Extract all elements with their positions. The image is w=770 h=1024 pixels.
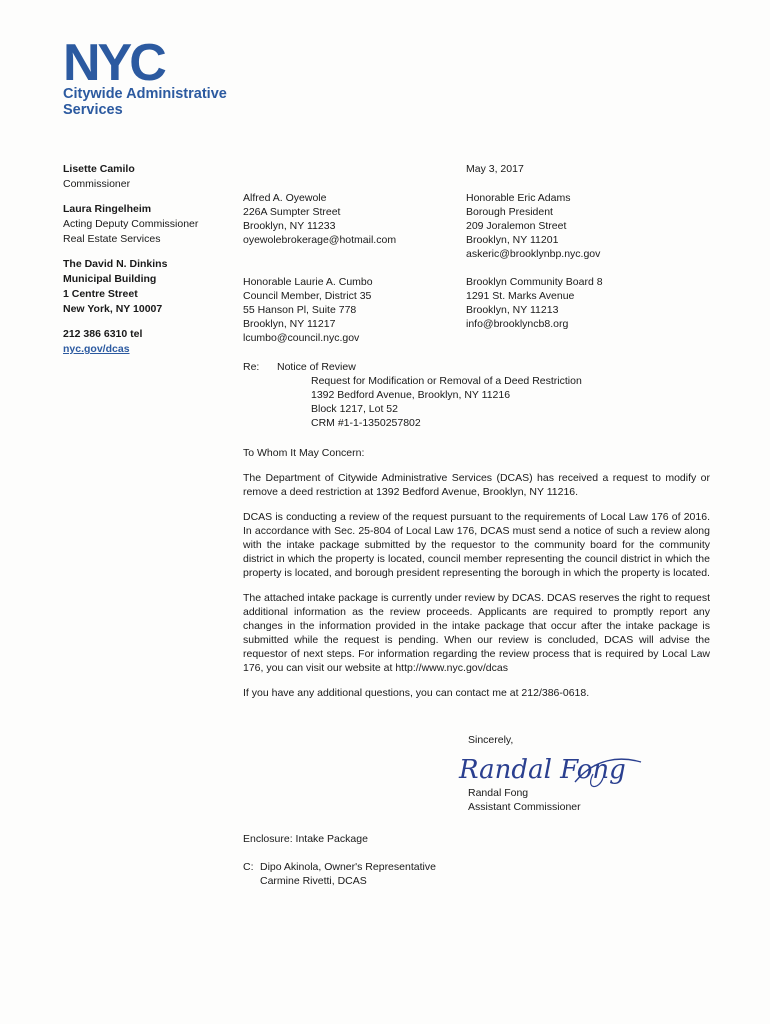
recipient-block-cumbo (243, 275, 373, 345)
address-line: Brooklyn, NY 11201 (466, 234, 559, 246)
cc-label: C: (243, 861, 254, 873)
commissioner-name: Lisette Camilo (63, 163, 135, 175)
address-line: Brooklyn Community Board 8 (466, 276, 603, 288)
address-line: 209 Joralemon Street (466, 220, 567, 232)
address-line: askeric@brooklynbp.nyc.gov (466, 248, 601, 260)
address-line: Brooklyn, NY 11217 (243, 318, 336, 330)
phone-number: 212 386 6310 tel (63, 328, 143, 340)
agency-name-line1: Citywide Administrative (63, 86, 227, 102)
recipient-block-oyewole (243, 191, 396, 247)
address-line: lcumbo@council.nyc.gov (243, 332, 360, 344)
enclosure-line: Enclosure: Intake Package (243, 833, 368, 845)
address-line: Council Member, District 35 (243, 290, 372, 302)
letter-body (243, 446, 710, 711)
body-paragraph: If you have any additional questions, you can contact me at 212/386-0618. (243, 687, 590, 699)
website-link[interactable]: nyc.gov/dcas (63, 343, 130, 355)
address-line: Honorable Laurie A. Cumbo (243, 276, 373, 288)
signer-block (468, 786, 581, 814)
address-line: 55 Hanson Pl, Suite 778 (243, 304, 357, 316)
building-line4: New York, NY 10007 (63, 303, 163, 315)
signer-title: Assistant Commissioner (468, 801, 581, 813)
re-line: Notice of Review (277, 361, 356, 373)
recipient-block-adams (466, 191, 600, 261)
signature-lettering: Randal Fong (459, 755, 626, 785)
letter-date: May 3, 2017 (466, 163, 524, 175)
body-paragraph: The attached intake package is currently under review by DCAS. DCAS reserves the right to request additional information as the review proceeds. Applicants are required to promptly report any changes in the information provided in the intake package that occur after the intake package is submitted while the request is pending. When our review is concluded, DCAS will advise the requestor of next steps. For information regarding the review process that is required by Local Law 176, you can visit our website at http://www.nyc.gov/dcas (243, 592, 710, 674)
nyc-logo (63, 36, 187, 84)
re-line: CRM #1-1-1350257802 (311, 417, 421, 429)
closing: Sincerely, (468, 734, 514, 746)
nyc-logo-mark (63, 36, 187, 84)
address-line: Alfred A. Oyewole (243, 192, 327, 204)
deputy-dept: Real Estate Services (63, 233, 161, 245)
salutation: To Whom It May Concern: (243, 447, 365, 459)
body-paragraph: The Department of Citywide Administrative Services (DCAS) has received a request to modify or remove a deed restriction at 1392 Bedford Avenue, Brooklyn, NY 11216. (243, 472, 710, 498)
address-line: Brooklyn, NY 11213 (466, 304, 559, 316)
cc-line: Dipo Akinola, Owner's Representative (260, 861, 436, 873)
commissioner-title: Commissioner (63, 178, 131, 190)
building-line1: The David N. Dinkins (63, 258, 168, 270)
address-line: Honorable Eric Adams (466, 192, 571, 204)
agency-name (63, 86, 227, 118)
re-line: Block 1217, Lot 52 (311, 403, 398, 415)
letterhead-sidebar (63, 162, 228, 367)
re-line: Request for Modification or Removal of a Deed Restriction (311, 375, 582, 387)
building-line3: 1 Centre Street (63, 288, 138, 300)
recipient-block-cb8 (466, 275, 603, 331)
building-line2: Municipal Building (63, 273, 157, 285)
address-line: 1291 St. Marks Avenue (466, 290, 575, 302)
deputy-name: Laura Ringelheim (63, 203, 152, 215)
signer-name: Randal Fong (468, 787, 529, 799)
re-line: 1392 Bedford Avenue, Brooklyn, NY 11216 (311, 389, 511, 401)
address-line: 226A Sumpter Street (243, 206, 341, 218)
address-line: oyewolebrokerage@hotmail.com (243, 234, 397, 246)
address-line: info@brooklyncb8.org (466, 318, 569, 330)
body-paragraph: DCAS is conducting a review of the request pursuant to the requirements of Local Law 176 of 2016. In accordance with Sec. 25-804 of Local Law 176, DCAS must send a notice of such a review along with the intake package submitted by the requestor to the community board for the community district in which the property is located, council member representing the council district in which the property is located, and borough president representing the borough in which the property is located. (243, 511, 710, 579)
re-label: Re: (243, 361, 260, 373)
agency-name-line2: Services (63, 102, 123, 118)
address-line: Brooklyn, NY 11233 (243, 220, 336, 232)
cc-line: Carmine Rivetti, DCAS (260, 875, 367, 887)
nyc-logo-text: NYC (63, 36, 164, 84)
address-line: Borough President (466, 206, 553, 218)
deputy-title: Acting Deputy Commissioner (63, 218, 199, 230)
